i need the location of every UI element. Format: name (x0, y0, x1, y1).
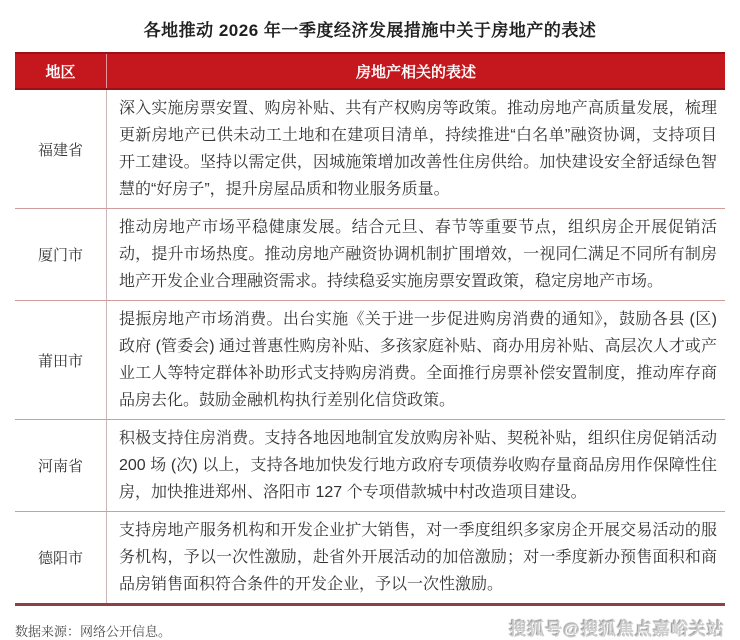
sohu-watermark: 搜狐号@搜狐焦点嘉峪关站 (509, 620, 725, 639)
region-cell: 德阳市 (15, 512, 107, 603)
description-cell: 支持房地产服务机构和开发企业扩大销售，对一季度组织多家房企开展交易活动的服务机构，予以一次性激励，赴省外开展活动的加倍激励；对一季度新办预售面积和商品房销售面积符合条件的开发企业，予以一次性激励。 (119, 522, 717, 593)
region-cell: 厦门市 (15, 209, 107, 300)
data-source-note: 数据来源：网络公开信息。 (15, 624, 172, 639)
table-header-row (15, 52, 725, 90)
table-row (15, 209, 725, 301)
page-title: 各地推动 2026 年一季度经济发展措施中关于房地产的表述 (143, 21, 597, 40)
description-cell: 提振房地产市场消费。出台实施《关于进一步促进购房消费的通知》，鼓励各县 (区) 政府 (管委会) 通过普惠性购房补贴、多孩家庭补贴、商办用房补贴、高层次人才或产业工人等特定群体补助形式支持购房消费。全面推行房票补偿安置制度，推动库存商品房去化。鼓励金融机构执行差别化信贷政策。 (119, 311, 717, 409)
table-row (15, 420, 725, 512)
footer (15, 615, 725, 640)
region-cell: 河南省 (15, 420, 107, 511)
description-cell: 深入实施房票安置、购房补贴、共有产权购房等政策。推动房地产高质量发展，梳理更新房地产已供未动工土地和在建项目清单，持续推进“白名单”融资协调，支持项目开工建设。坚持以需定供，因城施策增加改善性住房供给。加快建设安全舒适绿色智慧的“好房子”，提升房屋品质和物业服务质量。 (119, 100, 717, 198)
table-row (15, 90, 725, 209)
description-cell: 积极支持住房消费。支持各地因地制宜发放购房补贴、契税补贴，组织住房促销活动 200 场 (次) 以上，支持各地加快发行地方政府专项债券收购存量商品房用作保障性住房，加快推进郑州、洛阳市 127 个专项借款城中村改造项目建设。 (119, 430, 717, 501)
table-row (15, 301, 725, 420)
region-cell: 莆田市 (15, 301, 107, 419)
table-row (15, 512, 725, 606)
table-header-region: 地区 (15, 54, 107, 88)
table-header-description: 房地产相关的表述 (355, 63, 476, 81)
policy-table (15, 52, 725, 606)
region-cell: 福建省 (15, 90, 107, 208)
description-cell: 推动房地产市场平稳健康发展。结合元旦、春节等重要节点，组织房企开展促销活动，提升市场热度。推动房地产融资协调机制扩围增效，一视同仁满足不同所有制房地产开发企业合理融资需求。持续稳妥实施房票安置政策，稳定房地产市场。 (119, 219, 717, 290)
